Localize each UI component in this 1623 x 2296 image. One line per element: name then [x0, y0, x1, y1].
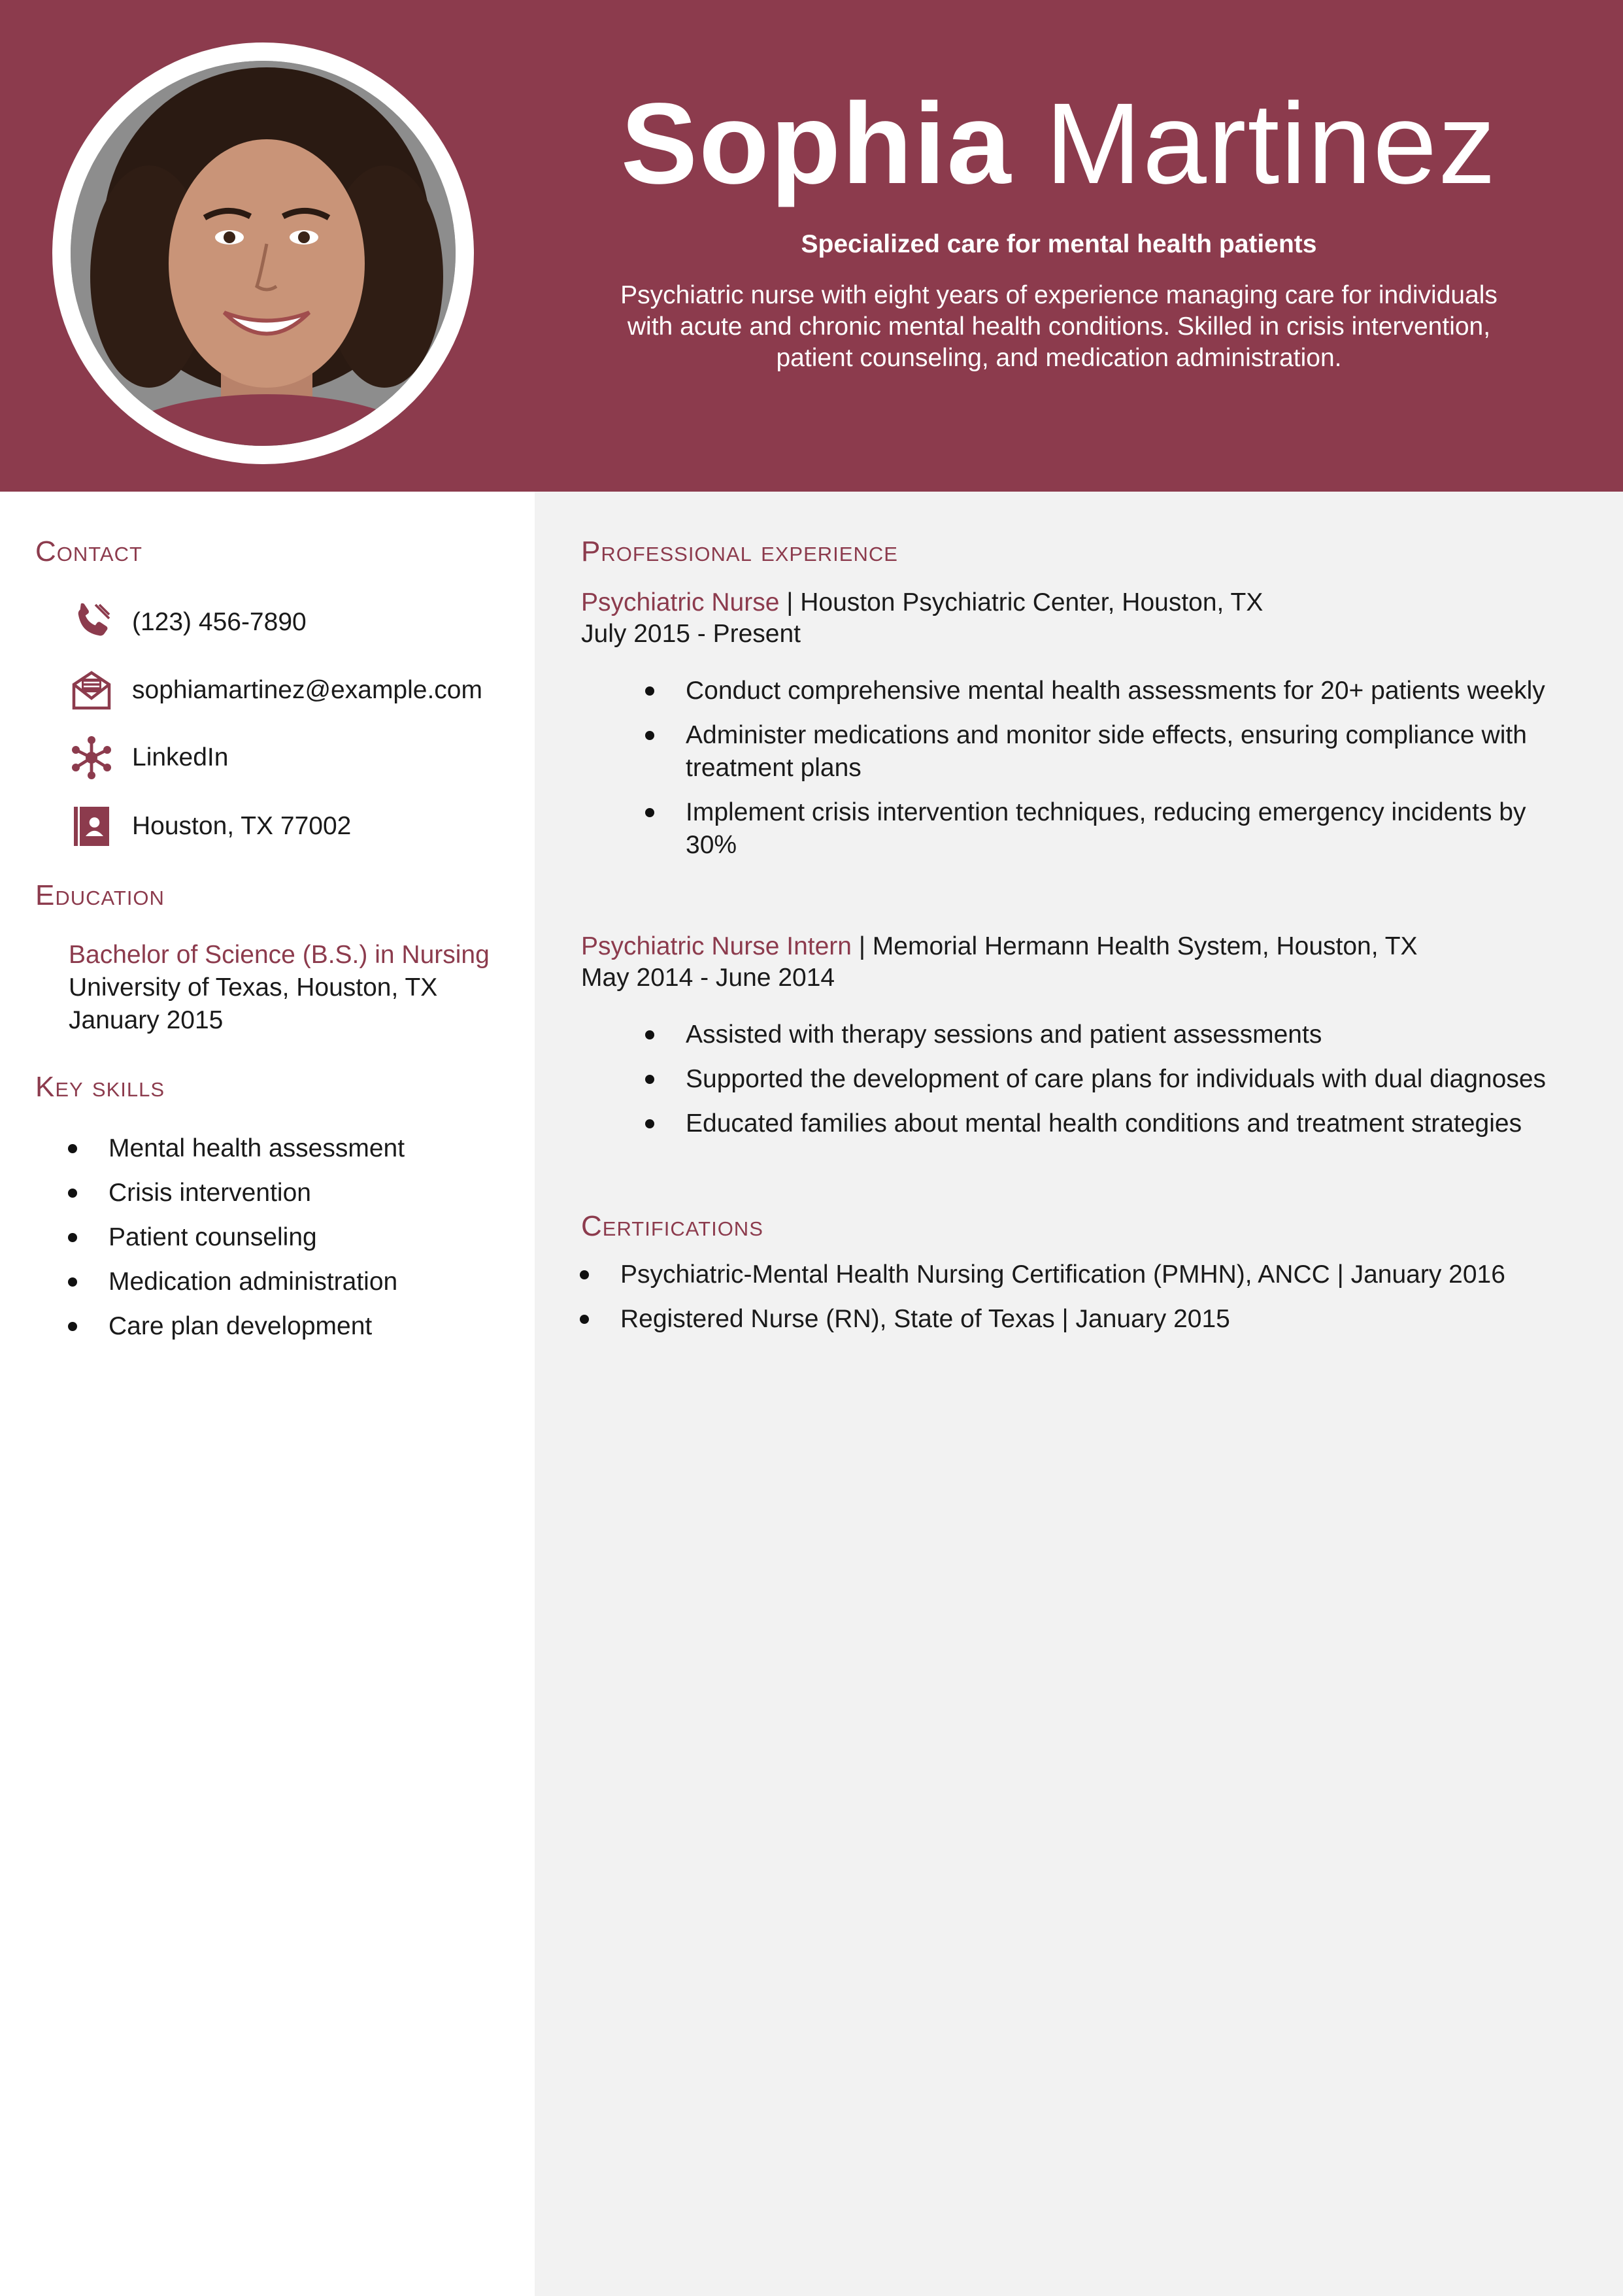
school: University of Texas, Houston, TX	[69, 973, 438, 1002]
email-icon	[65, 664, 118, 717]
summary: Psychiatric nurse with eight years of experience managing care for individuals with acute and chronic mental health conditions. Skilled in crisis intervention, patient counseling, and medication administration.	[620, 281, 1498, 372]
job-bullets	[686, 675, 1575, 862]
email-text: sophiamartinez@example.com	[132, 676, 482, 704]
network-icon	[65, 732, 118, 784]
profile-photo	[71, 61, 456, 446]
education-date: January 2015	[69, 1006, 224, 1034]
job-entry-1	[581, 587, 1575, 873]
linkedin-text: LinkedIn	[132, 743, 229, 771]
last-name: Martinez	[1045, 80, 1498, 208]
skills-title: Key skills	[35, 1071, 165, 1103]
location-text: Houston, TX 77002	[132, 812, 352, 840]
list-item: Educated families about mental health conditions and treatment strategies	[686, 1107, 1575, 1140]
job-role: Psychiatric Nurse	[581, 588, 780, 616]
degree: Bachelor of Science (B.S.) in Nursing	[69, 941, 490, 969]
contact-linkedin[interactable]	[65, 732, 228, 784]
job-title-line	[581, 587, 1575, 618]
contact-phone[interactable]	[65, 596, 307, 649]
job-bullets	[686, 1019, 1575, 1140]
contact-email[interactable]	[65, 664, 482, 717]
list-item: Medication administration	[109, 1266, 405, 1298]
list-item: Patient counseling	[109, 1221, 405, 1254]
job-employer: | Memorial Hermann Health System, Houston, TX	[858, 932, 1418, 960]
list-item: Implement crisis intervention techniques, reducing emergency incidents by 30%	[686, 796, 1575, 862]
list-item: Supported the development of care plans for individuals with dual diagnoses	[686, 1063, 1575, 1096]
job-dates: July 2015 - Present	[581, 620, 801, 648]
first-name: Sophia	[620, 80, 1012, 208]
education-title: Education	[35, 879, 165, 911]
header-banner	[0, 0, 1623, 492]
job-title-line	[581, 931, 1575, 962]
full-name	[575, 78, 1543, 209]
phone-icon	[65, 596, 118, 649]
list-item: Crisis intervention	[109, 1177, 405, 1209]
job-entry-2	[581, 931, 1575, 1152]
list-item: Registered Nurse (RN), State of Texas | January 2015	[620, 1303, 1588, 1336]
address-book-icon	[65, 800, 118, 853]
experience-title: Professional experience	[581, 535, 898, 567]
job-employer: | Houston Psychiatric Center, Houston, TX	[786, 588, 1263, 616]
header-text	[575, 0, 1543, 374]
portrait-image	[71, 61, 456, 446]
certifications-list	[620, 1258, 1588, 1347]
list-item: Psychiatric-Mental Health Nursing Certification (PMHN), ANCC | January 2016	[620, 1258, 1588, 1291]
job-dates: May 2014 - June 2014	[581, 964, 835, 992]
tagline: Specialized care for mental health patients	[801, 230, 1317, 258]
contact-title: Contact	[35, 535, 142, 567]
list-item: Mental health assessment	[109, 1132, 405, 1165]
phone-text: (123) 456-7890	[132, 608, 307, 636]
list-item: Conduct comprehensive mental health assessments for 20+ patients weekly	[686, 675, 1575, 707]
job-role: Psychiatric Nurse Intern	[581, 932, 852, 960]
education-entry	[69, 939, 490, 1037]
contact-location[interactable]	[65, 800, 351, 853]
list-item: Administer medications and monitor side effects, ensuring compliance with treatment plans	[686, 719, 1575, 785]
certifications-title: Certifications	[581, 1210, 763, 1242]
skills-list	[109, 1132, 405, 1355]
list-item: Care plan development	[109, 1310, 405, 1343]
list-item: Assisted with therapy sessions and patient assessments	[686, 1019, 1575, 1051]
